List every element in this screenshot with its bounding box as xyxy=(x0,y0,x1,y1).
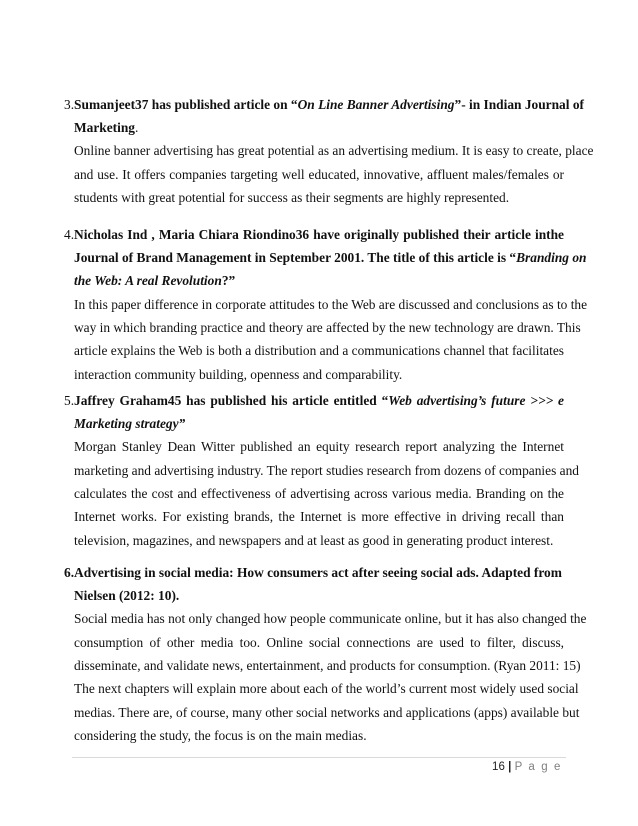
entry-4-number: 4. xyxy=(64,227,75,242)
entry-6-body-line: Social media has not only changed how people communicate online, but it has also changed the xyxy=(74,611,587,626)
footer-separator: | xyxy=(508,761,512,773)
entry-6-body-line: medias. There are, of course, many other social networks and applications (apps) available but xyxy=(74,705,580,720)
entry-6-body-line: The next chapters will explain more about each of the world’s current most widely used social xyxy=(74,681,579,696)
entry-4-body-line: way in which branding practice and theory are affected by the new technology are drawn. This xyxy=(74,320,581,335)
entry-3-heading-line-1: 3.Sumanjeet37 has published article on “On Line Banner Advertising”- in Indian Journal of xyxy=(64,97,584,112)
footer-divider xyxy=(72,757,566,758)
entry-6-heading-line-2: Nielsen (2012: 10). xyxy=(74,588,180,603)
entry-4-body-line: article explains the Web is both a distribution and a communications channel that facilitates xyxy=(74,343,564,358)
entry-6-body-line: considering the study, the focus is on the main medias. xyxy=(74,728,367,743)
entry-4-body-line: In this paper difference in corporate attitudes to the Web are discussed and conclusions as to the xyxy=(74,297,588,312)
entry-5-body-line: calculates the cost and effectiveness of advertising across various media. Branding on the xyxy=(74,486,564,501)
page-label: P a g e xyxy=(514,761,562,773)
entry-4-body-line: interaction community building, openness and comparability. xyxy=(74,367,403,382)
entry-4-heading-line-3: the Web: A real Revolution?” xyxy=(74,273,236,288)
entry-4-heading-line-2: Journal of Brand Management in September 2001. The title of this article is “Branding on xyxy=(74,250,587,265)
entry-5-body-line: marketing and advertising industry. The report studies research from dozens of companies and xyxy=(74,463,579,478)
entry-3-body-line: students with great potential for success as their segments are highly represented. xyxy=(74,190,510,205)
entry-3-body-line: Online banner advertising has great potential as an advertising medium. It is easy to create, place xyxy=(74,143,594,158)
entry-5-body-line: Internet works. For existing brands, the Internet is more effective in driving recall than xyxy=(74,509,564,524)
entry-5-body-line: television, magazines, and newspapers and at least as good in generating product interest. xyxy=(74,533,554,548)
entry-3-body-line: and use. It offers companies targeting well educated, innovative, affluent males/females or xyxy=(74,167,564,182)
entry-5-heading-line-2: Marketing strategy” xyxy=(74,416,186,431)
entry-6-number: 6. xyxy=(64,565,75,580)
page-footer xyxy=(492,761,562,773)
entry-5-heading-line-1: 5.Jaffrey Graham45 has published his article entitled “Web advertising’s future >>> e xyxy=(64,393,565,408)
entry-5-body-line: Morgan Stanley Dean Witter published an equity research report analyzing the Internet xyxy=(74,439,564,454)
entry-6-body-line: consumption of other media too. Online social connections are used to filter, discuss, xyxy=(74,635,564,650)
entry-6-heading-line-1: 6.Advertising in social media: How consumers act after seeing social ads. Adapted from xyxy=(64,565,562,580)
entry-6-body-line: disseminate, and validate news, entertainment, and products for consumption. (Ryan 2011: 15) xyxy=(74,658,581,673)
entry-3-heading-line-2: Marketing. xyxy=(74,120,139,135)
entry-4-heading-line-1: 4.Nicholas Ind , Maria Chiara Riondino36 have originally published their article inthe xyxy=(64,227,564,242)
entry-5-number: 5. xyxy=(64,393,75,408)
page-number: 16 xyxy=(491,761,506,773)
entry-3-number: 3. xyxy=(64,97,75,112)
